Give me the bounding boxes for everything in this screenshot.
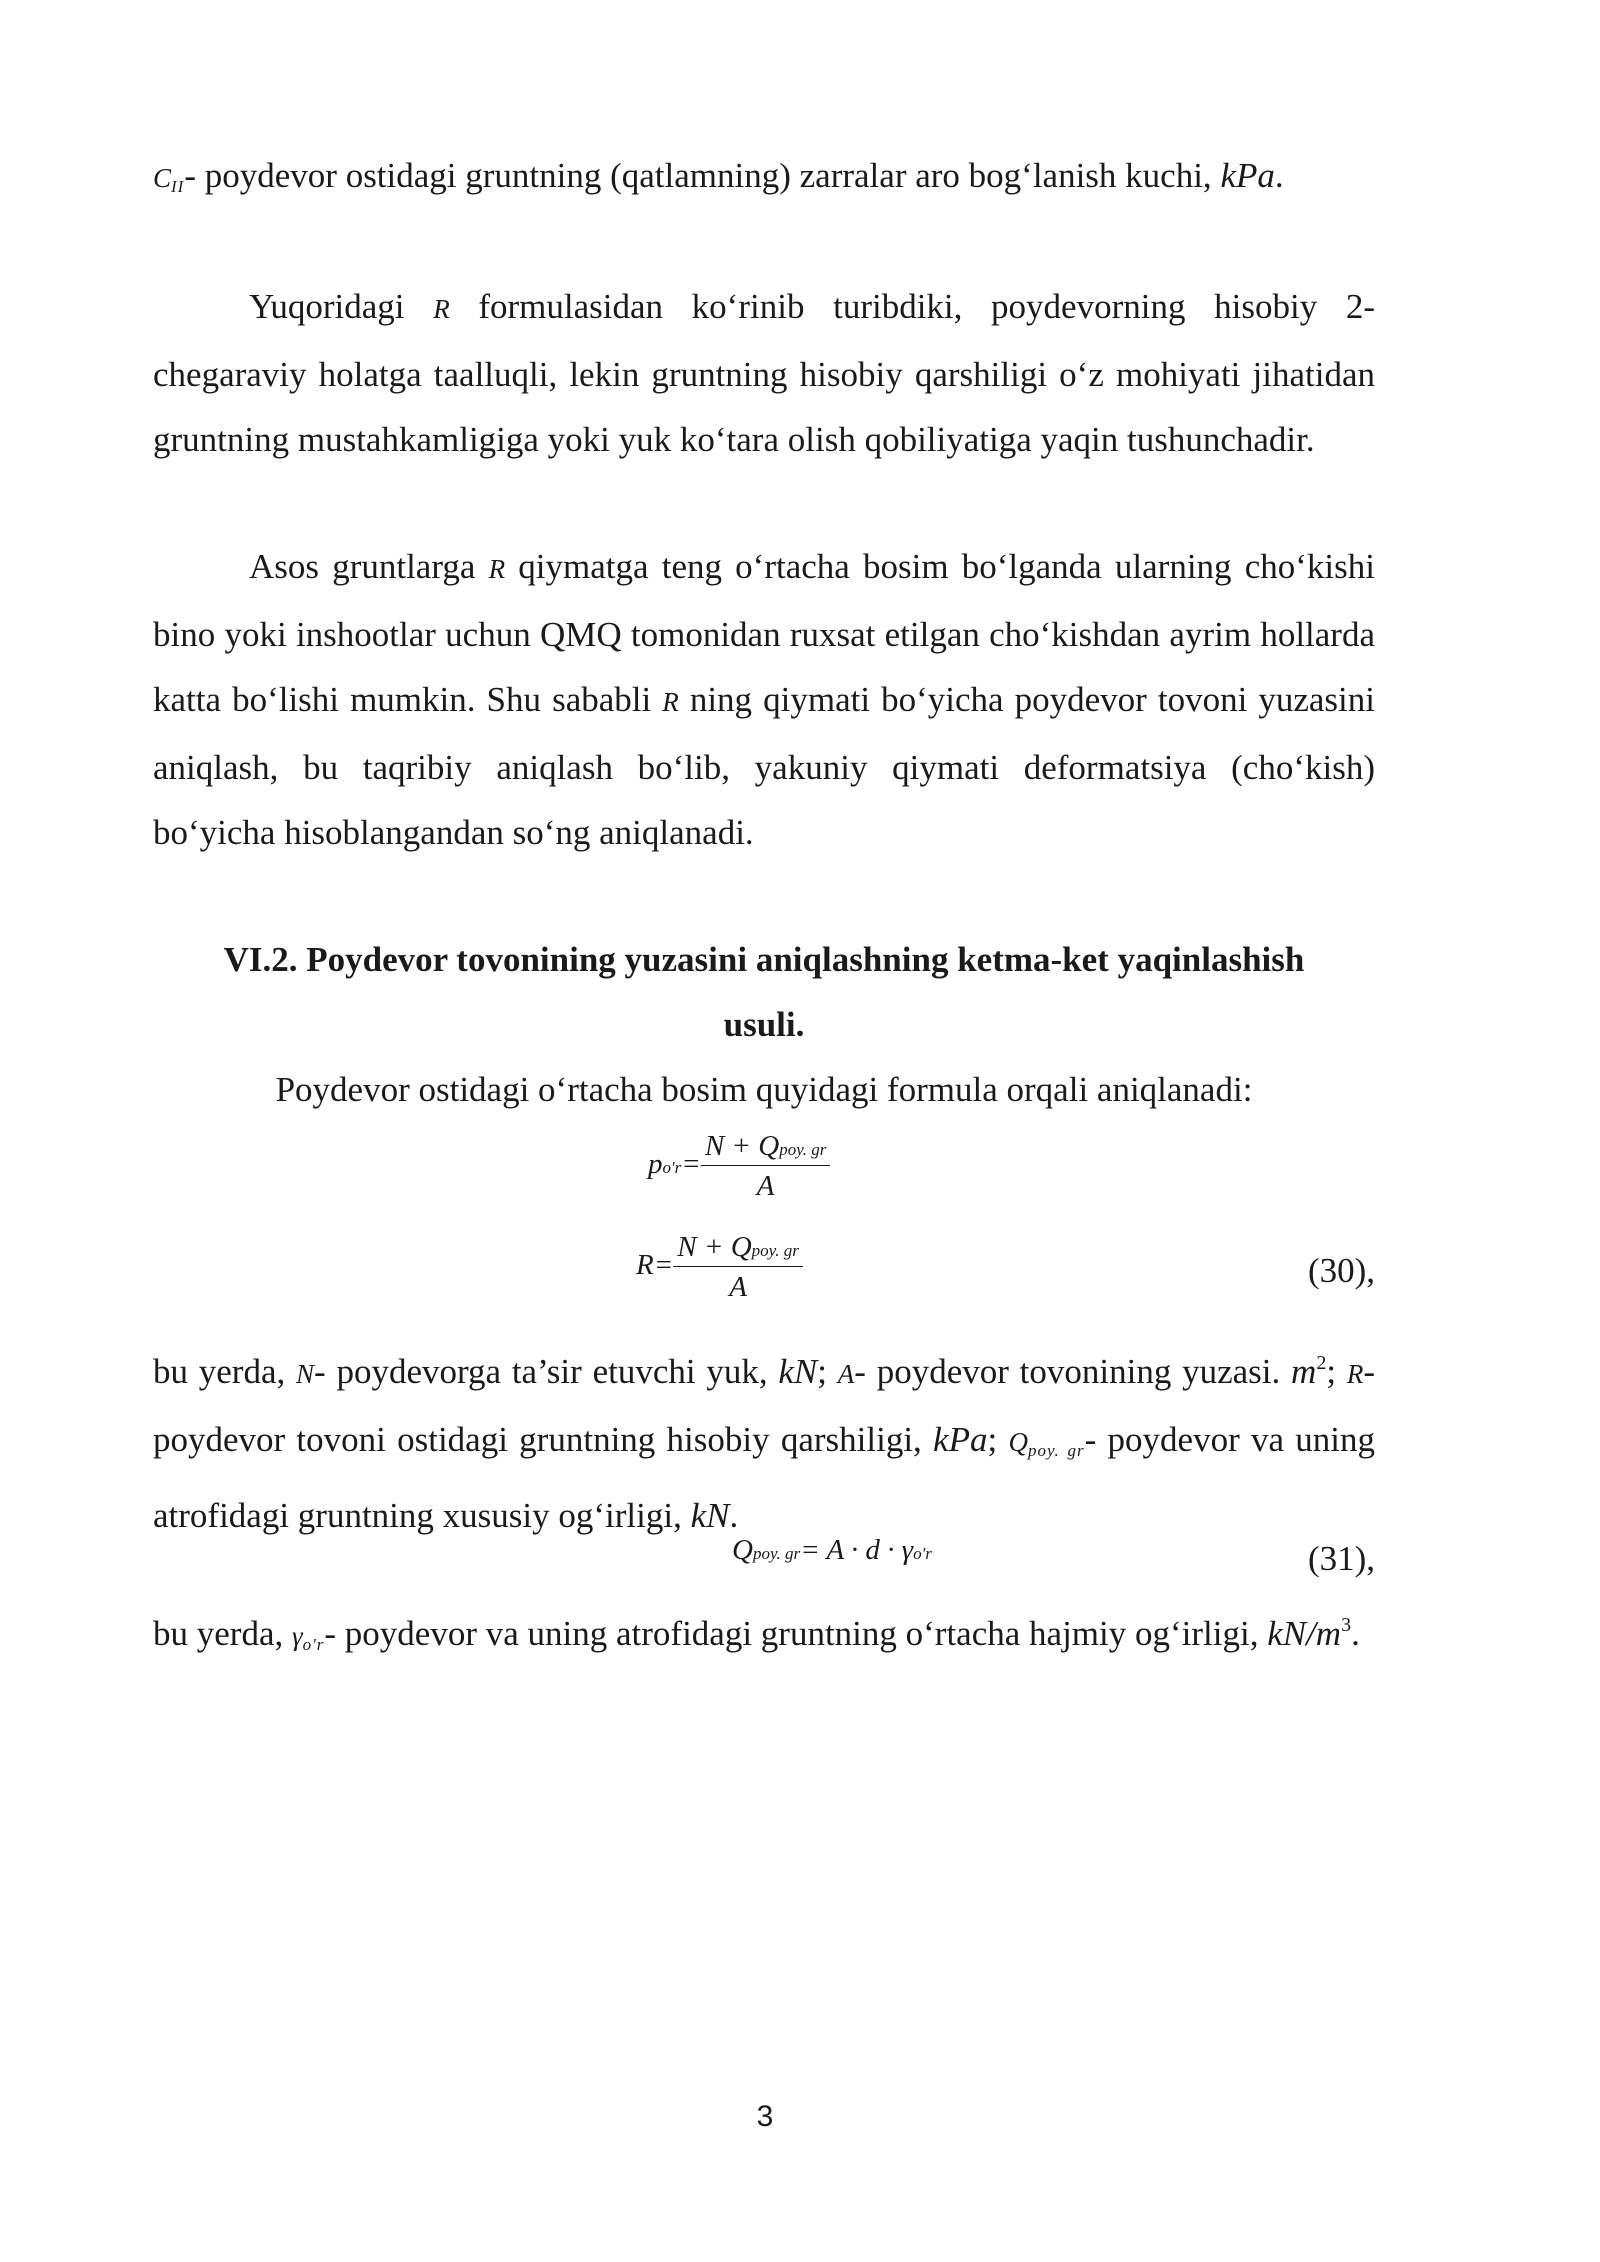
- text-fragment: - poydevor va uning atrofidagi gruntning xususiy og‘irligi,: [153, 1420, 1375, 1535]
- period: .: [1274, 156, 1284, 195]
- text-fragment: - poydevor va uning atrofidagi gruntning o‘rtacha hajmiy og‘irligi,: [324, 1614, 1259, 1653]
- unit-kn: kN: [778, 1352, 818, 1391]
- heading-line-1: VI.2. Poydevor tovonining yuzasini aniqlashning ketma-ket yaqinlashish: [223, 940, 1305, 979]
- symbol-a: A: [837, 1359, 855, 1389]
- text-fragment: ning qiymati bo‘yicha poydevor tovoni yuzasini aniqlash, bu taqribiy aniqlash bo‘lib, yakuniy qiymati deformatsiya (cho‘kish) bo‘yicha hisoblangandan so‘ng aniqlanadi.: [153, 680, 1375, 852]
- text-fragment: bu yerda,: [153, 1614, 292, 1653]
- equation-number-30: (30),: [1307, 1251, 1375, 1290]
- text-fragment: .: [729, 1496, 739, 1535]
- formula-foundation-weight: [732, 1534, 932, 1567]
- period: .: [1351, 1614, 1360, 1653]
- paragraph-variables-definition: [153, 1331, 1375, 1548]
- unit-kn: kN: [690, 1496, 730, 1535]
- text-fragment: ;: [987, 1420, 1009, 1459]
- unit-m-superscript: 2: [1316, 1352, 1327, 1374]
- symbol-gamma-subscript: o'r: [302, 1635, 325, 1654]
- unit-kpa: kPa: [933, 1420, 988, 1459]
- symbol-c: C: [153, 163, 172, 193]
- symbol-n: N: [296, 1359, 315, 1389]
- text-fragment: ;: [817, 1352, 838, 1391]
- text-fragment: bu yerda,: [153, 1352, 297, 1391]
- unit-superscript: 3: [1341, 1614, 1352, 1636]
- equation-number-31: (31),: [1307, 1539, 1375, 1578]
- unit-kn-per-m3: kN/m: [1267, 1614, 1342, 1653]
- text-fragment: - poydevor tovoni ostidagi gruntning hisobiy qarshiligi,: [153, 1352, 1375, 1459]
- formula-rhs: = A · d · γ: [800, 1534, 914, 1566]
- paragraph-r-formula-note: [153, 274, 1375, 472]
- equals-sign: =: [681, 1148, 701, 1181]
- symbol-q: Q: [1008, 1427, 1028, 1457]
- paragraph-settlement-note: [153, 534, 1375, 865]
- paragraph-cohesion-definition: [153, 143, 1375, 219]
- formula-lhs-r: R: [636, 1249, 654, 1282]
- unit-kpa: kPa: [1220, 156, 1275, 195]
- page-number: 3: [756, 2100, 774, 2133]
- text-fragment: ;: [1326, 1352, 1347, 1391]
- heading-line-2: usuli.: [723, 1005, 805, 1044]
- numerator-text: N + Q: [677, 1231, 752, 1263]
- formula-lhs-q: Q: [732, 1534, 753, 1566]
- fraction-denominator: A: [756, 1170, 775, 1202]
- paragraph-gamma-definition: [153, 1593, 1375, 1677]
- symbol-r: R: [662, 687, 679, 717]
- formula-soil-resistance: [636, 1231, 803, 1304]
- formula-rhs-subscript: o'r: [913, 1544, 932, 1563]
- numerator-subscript: poy. gr: [751, 1241, 799, 1260]
- section-heading: [153, 927, 1375, 1057]
- formula-lhs-subscript: poy. gr: [752, 1544, 801, 1563]
- fraction: [701, 1130, 831, 1203]
- numerator-text: N + Q: [704, 1130, 780, 1162]
- text-fragment: - poydevor tovonining yuzasi.: [854, 1352, 1292, 1391]
- text-fragment: formulasidan ko‘rinib turibdiki, poydevorning hisobiy 2-chegaraviy holatga taalluqli, lekin gruntning hisobiy qarshiligi o‘z mohiyati jihatidan gruntning mustahkamligiga yoki yuk ko‘tara olish qobiliyatiga yaqin tushunchadir.: [153, 287, 1375, 459]
- symbol-r: R: [433, 294, 450, 324]
- formula-lhs-subscript: o'r: [662, 1158, 682, 1178]
- formula-lhs-p: p: [648, 1148, 663, 1181]
- formula-intro-text: Poydevor ostidagi o‘rtacha bosim quyidagi formula orqali aniqlanadi:: [275, 1070, 1253, 1109]
- symbol-gamma: γ: [291, 1621, 303, 1651]
- symbol-r: R: [1346, 1359, 1364, 1389]
- fraction-denominator: A: [729, 1271, 747, 1303]
- symbol-q-subscript: poy. gr: [1027, 1441, 1085, 1460]
- fraction-numerator: [701, 1130, 831, 1166]
- text-fragment: Yuqoridagi: [249, 287, 434, 326]
- numerator-subscript: poy. gr: [779, 1140, 827, 1159]
- symbol-c-subscript: II: [171, 177, 185, 196]
- fraction: [673, 1231, 803, 1304]
- text-fragment: Asos gruntlarga: [249, 547, 489, 586]
- text-fragment: - poydevorga ta’sir etuvchi yuk,: [314, 1352, 779, 1391]
- formula-average-pressure: [648, 1130, 830, 1203]
- equals-sign: =: [653, 1249, 674, 1282]
- text-fragment: qiymatga teng o‘rtacha bosim bo‘lganda ularning cho‘kishi bino yoki inshootlar uchun QMQ tomonidan ruxsat etilgan cho‘kishdan ayrim hollarda katta bo‘lishi mumkin. Shu sababli: [153, 547, 1375, 719]
- symbol-r: R: [488, 554, 506, 584]
- cohesion-text: - poydevor ostidagi gruntning (qatlamning) zarralar aro bog‘lanish kuchi,: [184, 156, 1212, 195]
- unit-m: m: [1291, 1352, 1317, 1391]
- fraction-numerator: [673, 1231, 803, 1267]
